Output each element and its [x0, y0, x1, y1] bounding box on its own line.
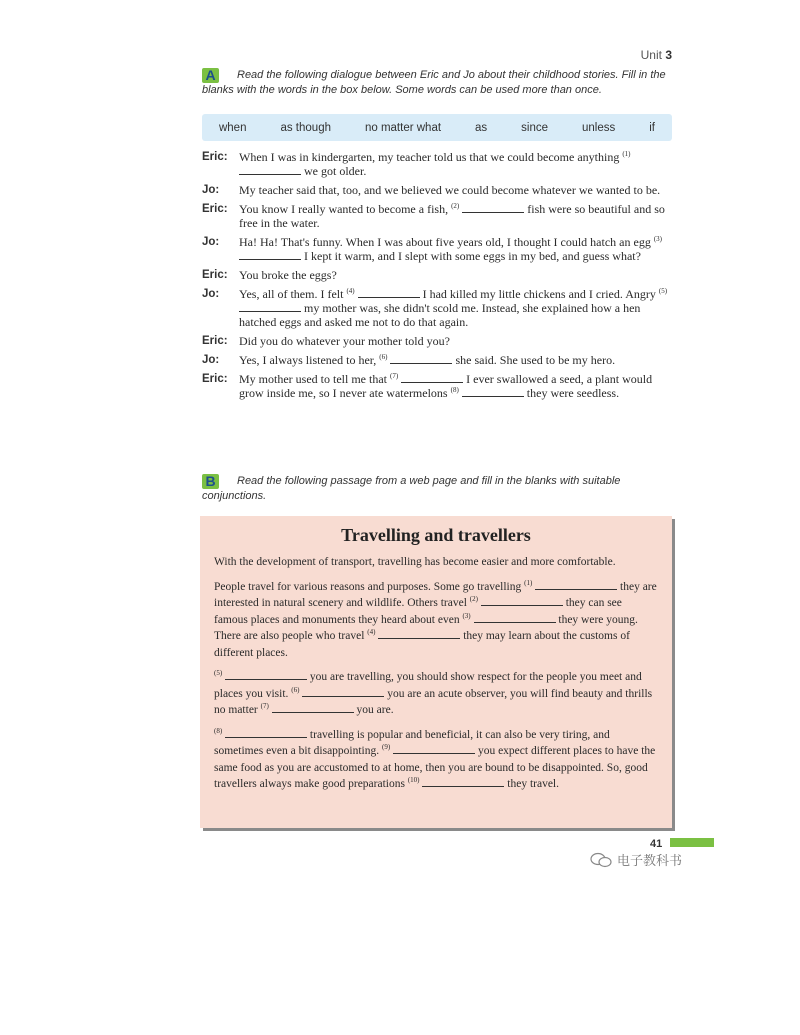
word-box-item: unless [582, 121, 616, 134]
text-segment: they were seedless. [523, 386, 620, 400]
answer-blank[interactable] [462, 202, 524, 213]
dialogue-text [239, 353, 672, 367]
passage-paragraph [214, 669, 658, 719]
text-segment: People travel for various reasons and purposes. Some go travelling [214, 580, 525, 593]
answer-blank[interactable] [239, 301, 301, 312]
blank-number: (8) [450, 386, 459, 394]
blank-number: (7) [389, 372, 399, 380]
passage-body [200, 554, 672, 793]
text-segment: Did you do whatever your mother told you? [239, 334, 450, 348]
text-segment: With the development of transport, travelling has become easier and more comfortable. [214, 556, 616, 568]
unit-label-text: Unit [640, 48, 662, 62]
text-segment: I ever swallowed a seed, a plant would grow inside me, so I never ate watermelons [239, 372, 653, 400]
speaker-label: Jo: [202, 236, 220, 248]
text-segment: they were young. There are also people who travel [214, 613, 638, 642]
dialogue-text [239, 372, 672, 400]
answer-blank[interactable] [535, 579, 617, 590]
section-b-badge: B [202, 474, 219, 489]
section-b-instruction-text: Read the following passage from a web page and fill in the blanks with suitable conjunctions. [202, 475, 621, 502]
answer-blank[interactable] [302, 686, 384, 697]
text-segment: they may learn about the customs of different places. [214, 630, 630, 659]
text-segment: When I was in kindergarten, my teacher told us that we could become anything [239, 150, 623, 164]
dialogue-text [239, 287, 672, 329]
answer-blank[interactable] [225, 727, 307, 738]
answer-blank[interactable] [390, 353, 452, 364]
section-a-instruction-text: Read the following dialogue between Eric and Jo about their childhood stories. Fill in the blanks with the words in the box below. Some words can be used more than once. [202, 69, 666, 96]
text-segment: she said. She used to be my hero. [452, 353, 616, 367]
chat-bubble-icon [590, 852, 612, 868]
blank-number: (8) [214, 726, 223, 735]
passage-paragraph [214, 579, 658, 662]
speaker-label: Jo: [202, 184, 220, 196]
answer-blank[interactable] [462, 386, 524, 397]
text-segment: Ha! Ha! That's funny. When I was about five years old, I thought I could hatch an egg [239, 235, 654, 249]
section-a-badge: A [202, 68, 219, 83]
dialogue-turn [202, 235, 672, 263]
answer-blank[interactable] [422, 776, 504, 787]
text-segment: you are an acute observer, you will find beauty and thrills no matter [214, 687, 653, 716]
text-segment: they travel. [504, 778, 559, 790]
dialogue-text [239, 183, 672, 197]
dialogue-text [239, 334, 672, 348]
dialogue-text [239, 150, 672, 178]
text-segment: I kept it warm, and I slept with some eggs in my bed, and guess what? [301, 249, 641, 263]
blank-number: (1) [622, 150, 631, 158]
text-segment: Yes, I always listened to her, [239, 353, 380, 367]
answer-blank[interactable] [474, 612, 556, 623]
answer-blank[interactable] [272, 702, 354, 713]
word-box-item: when [218, 121, 247, 134]
dialogue-turn [202, 202, 672, 230]
text-segment: Yes, all of them. I felt [239, 287, 347, 301]
speaker-label: Eric: [202, 373, 228, 385]
text-segment: You broke the eggs? [239, 268, 337, 282]
page-number: 41 [650, 838, 663, 850]
text-segment: I had killed my little chickens and I cried. Angry [419, 287, 659, 301]
blank-number: (4) [367, 628, 376, 637]
dialogue-text [239, 235, 672, 263]
text-segment: you are travelling, you should show respect for the people you meet and places you visit. [214, 671, 642, 700]
unit-label [641, 48, 672, 62]
dialogue-turn [202, 353, 672, 367]
dialogue-turn [202, 287, 672, 329]
blank-number: (4) [346, 287, 355, 295]
passage-box [200, 516, 672, 828]
dialogue [202, 150, 672, 405]
word-box-item: if [649, 121, 655, 134]
text-segment: My mother used to tell me that [239, 372, 390, 386]
answer-blank[interactable] [225, 669, 307, 680]
text-segment: they are interested in natural scenery and wildlife. Others travel [214, 580, 657, 609]
blank-number: (10) [407, 776, 420, 785]
text-segment: fish were so beautiful and so free in the water. [239, 202, 665, 230]
dialogue-text [239, 202, 672, 230]
blank-number: (5) [658, 287, 668, 295]
answer-blank[interactable] [401, 372, 463, 383]
blank-number: (9) [382, 743, 391, 752]
text-segment: we got older. [301, 164, 367, 178]
blank-number: (7) [260, 702, 269, 711]
watermark [590, 850, 682, 869]
dialogue-turn [202, 150, 672, 178]
blank-number: (3) [462, 611, 471, 620]
answer-blank[interactable] [481, 595, 563, 606]
text-segment: they can see famous places and monuments they heard about even [214, 597, 622, 626]
blank-number: (6) [379, 353, 388, 361]
answer-blank[interactable] [239, 249, 301, 260]
passage-paragraph [214, 727, 658, 793]
blank-number: (1) [524, 578, 533, 587]
speaker-label: Eric: [202, 269, 228, 281]
word-box-item: no matter what [364, 121, 442, 134]
speaker-label: Jo: [202, 354, 220, 366]
word-box-item: since [521, 121, 549, 134]
speaker-label: Jo: [202, 288, 220, 300]
answer-blank[interactable] [239, 164, 301, 175]
blank-number: (6) [291, 685, 300, 694]
section-a-instruction [202, 68, 672, 98]
blank-number: (2) [451, 202, 460, 210]
dialogue-turn [202, 334, 672, 348]
text-segment: travelling is popular and beneficial, it can also be very tiring, and sometimes even a bit disappointing. [214, 728, 610, 757]
speaker-label: Eric: [202, 151, 228, 163]
dialogue-turn [202, 268, 672, 282]
speaker-label: Eric: [202, 203, 228, 215]
word-box-item: as [475, 121, 488, 134]
page-number-bar [670, 838, 714, 847]
passage-paragraph [214, 554, 658, 571]
blank-number: (5) [214, 669, 223, 678]
text-segment: You know I really wanted to become a fish, [239, 202, 452, 216]
section-b-instruction [202, 474, 672, 504]
watermark-text: 电子教科书 [617, 854, 683, 869]
text-segment: My teacher said that, too, and we believed we could become whatever we wanted to be. [239, 183, 661, 197]
unit-number: 3 [665, 48, 672, 62]
dialogue-turn [202, 183, 672, 197]
answer-blank[interactable] [378, 628, 460, 639]
dialogue-turn [202, 372, 672, 400]
text-segment: my mother was, she didn't scold me. Instead, she explained how a hen hatched eggs and asked me not to do that again. [239, 301, 641, 329]
answer-blank[interactable] [393, 743, 475, 754]
speaker-label: Eric: [202, 335, 228, 347]
blank-number: (3) [653, 235, 662, 243]
passage-title: Travelling and travellers [341, 525, 531, 545]
blank-number: (2) [469, 595, 478, 604]
text-segment: you are. [353, 704, 394, 716]
answer-blank[interactable] [358, 287, 420, 298]
word-box [202, 114, 672, 141]
text-segment: you expect different places to have the same food as you are accustomed to at home, then you are bound to be disappointed. So, good travellers always make good preparations [214, 745, 656, 790]
word-box-item: as though [280, 121, 331, 134]
dialogue-text [239, 268, 672, 282]
